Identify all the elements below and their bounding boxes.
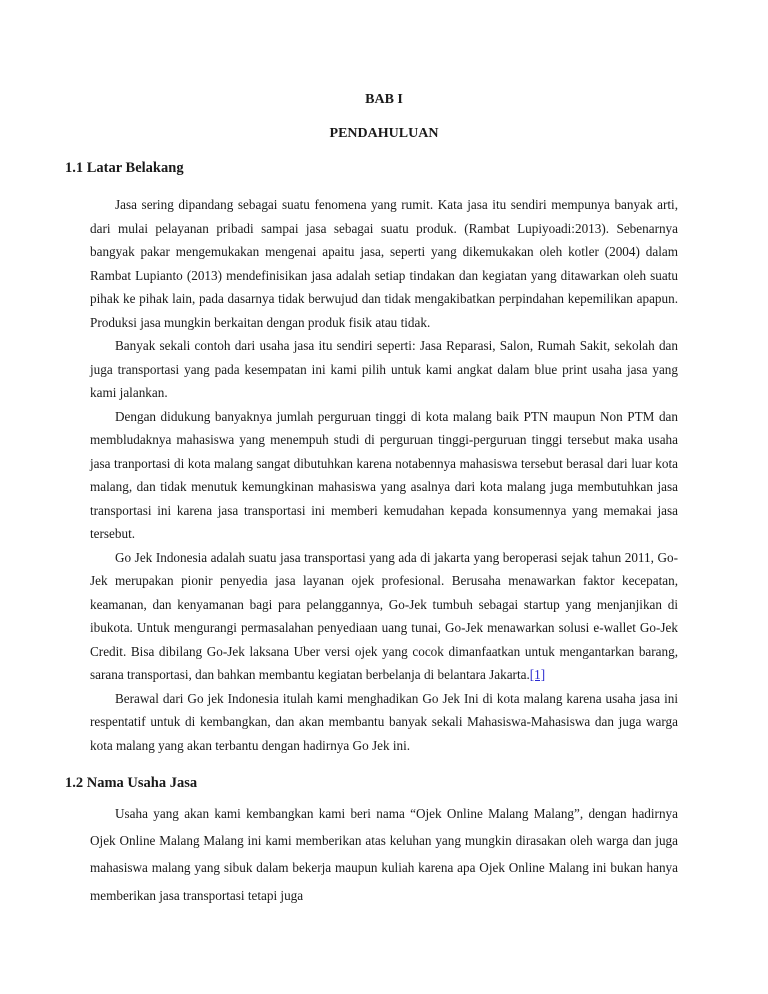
paragraph: Jasa sering dipandang sebagai suatu fenomena yang rumit. Kata jasa itu sendiri mempunya banyak arti, dari mulai pelayanan pribadi sampai jasa sebagai suatu produk. (Rambat Lupiyoadi:2013). Sebenarnya bangyak pakar mengemukakan mengenai apaitu jasa, seperti yang dikemukakan oleh kotler (2004) dalam Rambat Lupianto (2013) mendefinisikan jasa adalah setiap tindakan dan kegiatan yang ditawarkan oleh suatu pihak ke pihak lain, pada dasarnya tidak berwujud dan tidak mengakibatkan perpindahan kepemilikan apapun. Produksi jasa mungkin berkaitan dengan produk fisik atau tidak. — [90, 197, 678, 330]
section-body-latar-belakang — [90, 193, 678, 757]
chapter-title: PENDAHULUAN — [329, 126, 439, 141]
section-heading-latar-belakang: 1.1 Latar Belakang — [65, 160, 184, 176]
chapter-number: BAB I — [365, 92, 403, 107]
paragraph: Berawal dari Go jek Indonesia itulah kami menghadikan Go Jek Ini di kota malang karena usaha jasa ini respentatif untuk di kembangkan, dan akan membantu banyak sekali Mahasiswa-Mahasiswa dan juga warga kota malang yang akan terbantu dengan hadirnya Go Jek ini. — [90, 690, 678, 753]
paragraph: Banyak sekali contoh dari usaha jasa itu sendiri seperti: Jasa Reparasi, Salon, Rumah Sakit, sekolah dan juga transportasi yang pada kesempatan ini kami pilih untuk kami angkat dalam blue print usaha jasa yang kami jalankan. — [90, 338, 678, 400]
section-body-nama-usaha-jasa — [90, 800, 678, 909]
paragraph-text: Go Jek Indonesia adalah suatu jasa transportasi yang ada di jakarta yang beroperasi sejak tahun 2011, Go-Jek merupakan pionir penyedia jasa layanan ojek profesional. Berusaha menawarkan faktor kecepatan, keamanan, dan kenyamanan bagi para pelanggannya, Go-Jek tumbuh sebagai startup yang menjanjikan di ibukota. Untuk mengurangi permasalahan penyediaan uang tunai, Go-Jek menawarkan solusi e-wallet Go-Jek Credit. Bisa dibilang Go-Jek laksana Uber versi ojek yang cocok dimanfaatkan untuk mengantarkan barang, sarana transportasi, dan bahkan membantu kegiatan berbelanja di belantara Jakarta. — [90, 549, 678, 682]
paragraph: Dengan didukung banyaknya jumlah perguruan tinggi di kota malang baik PTN maupun Non PTM dan membludaknya mahasiswa yang menempuh studi di perguruan tinggi-perguruan tinggi tersebut maka usaha jasa tranportasi di kota malang sangat dibutuhkan karena notabennya mahasiswa tersebut berasal dari luar kota malang, dan tidak menutuk kemungkinan mahasiswa yang asalnya dari kota malang juga membutuhkan jasa transportasi ini karena jasa transportasi ini memberi kemudahan kepada konsumennya yang memakai jasa tersebut. — [90, 408, 678, 541]
paragraph: Usaha yang akan kami kembangkan kami beri nama “Ojek Online Malang Malang”, dengan hadirnya Ojek Online Malang Malang ini kami memberikan atas keluhan yang mungkin dirasakan oleh warga dan juga mahasiswa malang yang sibuk dalam bekerja maupun kuliah karena apa Ojek Online Malang ini bukan hanya memberikan jasa transportasi tetapi juga — [90, 806, 678, 903]
section-heading-nama-usaha-jasa: 1.2 Nama Usaha Jasa — [65, 775, 198, 791]
footnote-link[interactable]: [1] — [529, 667, 546, 682]
paragraph — [90, 546, 678, 687]
